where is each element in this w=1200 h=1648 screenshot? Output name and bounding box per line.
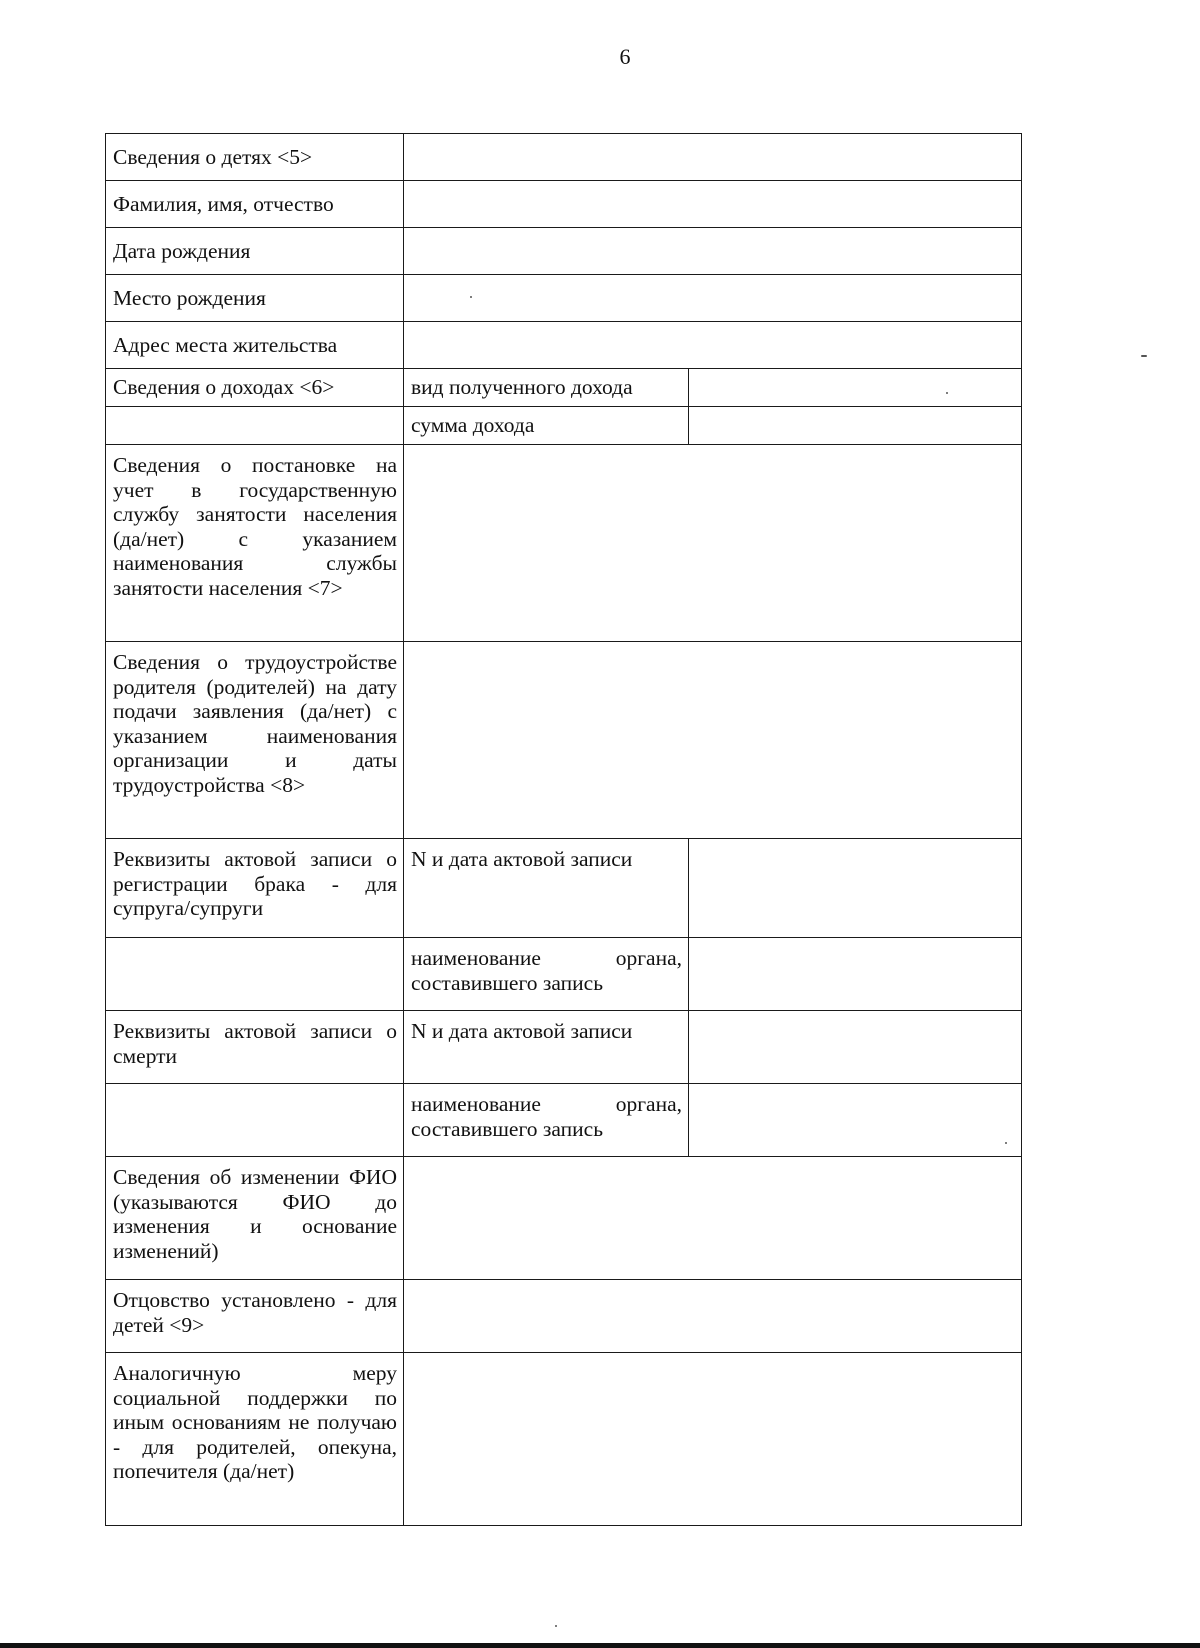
row-employment-service [106,445,1022,642]
row-death-record [106,1011,1022,1084]
paternity-value[interactable] [404,1280,1022,1353]
death-authority-label: наименование органа, составившего запись [404,1084,689,1157]
birth-place-value[interactable] [404,275,1022,322]
marriage-record-label: Реквизиты актовой записи о регистрации брака - для супруга/супруги [106,839,404,938]
row-paternity [106,1280,1022,1353]
row-name-change [106,1157,1022,1280]
full-name-value[interactable] [404,181,1022,228]
birth-place-label: Место рождения [106,275,404,322]
parent-employment-value[interactable] [404,642,1022,839]
row-marriage-authority [106,938,1022,1011]
row-residence-address [106,322,1022,369]
scan-speck [555,1625,557,1627]
employment-service-label: Сведения о постановке на учет в государственную службу занятости населения (да/нет) с указанием наименования службы занятости населения <7> [106,445,404,642]
income-amount-value[interactable] [689,407,1022,445]
income-amount-blank [106,407,404,445]
page-number: 6 [619,44,631,69]
residence-address-value[interactable] [404,322,1022,369]
marriage-authority-label: наименование органа, составившего запись [404,938,689,1011]
application-form-table [105,133,1022,1526]
similar-support-value[interactable] [404,1353,1022,1526]
row-income-type [106,369,1022,407]
row-birth-place [106,275,1022,322]
scan-bottom-edge [0,1643,1200,1648]
row-parent-employment [106,642,1022,839]
paternity-label: Отцовство установлено - для детей <9> [106,1280,404,1353]
residence-address-label: Адрес места жительства [106,322,404,369]
death-authority-blank [106,1084,404,1157]
income-amount-label: сумма дохода [404,407,689,445]
death-record-label: Реквизиты актовой записи о смерти [106,1011,404,1084]
row-children-header [106,134,1022,181]
income-type-label: вид полученного дохода [404,369,689,407]
marriage-authority-blank [106,938,404,1011]
marriage-number-date-value[interactable] [689,839,1022,938]
row-marriage-record [106,839,1022,938]
row-similar-support [106,1353,1022,1526]
death-number-date-value[interactable] [689,1011,1022,1084]
scan-speck [1141,355,1147,357]
children-header-value[interactable] [404,134,1022,181]
scan-speck [1005,1142,1007,1144]
parent-employment-label: Сведения о трудоустройстве родителя (родителей) на дату подачи заявления (да/нет) с указанием наименования организации и даты трудоустройства <8> [106,642,404,839]
income-label: Сведения о доходах <6> [106,369,404,407]
scan-speck [946,392,948,394]
children-header-label: Сведения о детях <5> [106,134,404,181]
name-change-label: Сведения об изменении ФИО (указываются ФИО до изменения и основание изменений) [106,1157,404,1280]
employment-service-value[interactable] [404,445,1022,642]
row-income-amount [106,407,1022,445]
death-authority-value[interactable] [689,1084,1022,1157]
similar-support-label: Аналогичную меру социальной поддержки по иным основаниям не получаю - для родителей, опекуна, попечителя (да/нет) [106,1353,404,1526]
birth-date-value[interactable] [404,228,1022,275]
row-full-name [106,181,1022,228]
name-change-value[interactable] [404,1157,1022,1280]
death-number-date-label: N и дата актовой записи [404,1011,689,1084]
scan-speck [470,296,472,298]
full-name-label: Фамилия, имя, отчество [106,181,404,228]
row-death-authority [106,1084,1022,1157]
marriage-number-date-label: N и дата актовой записи [404,839,689,938]
birth-date-label: Дата рождения [106,228,404,275]
row-birth-date [106,228,1022,275]
marriage-authority-value[interactable] [689,938,1022,1011]
income-type-value[interactable] [689,369,1022,407]
